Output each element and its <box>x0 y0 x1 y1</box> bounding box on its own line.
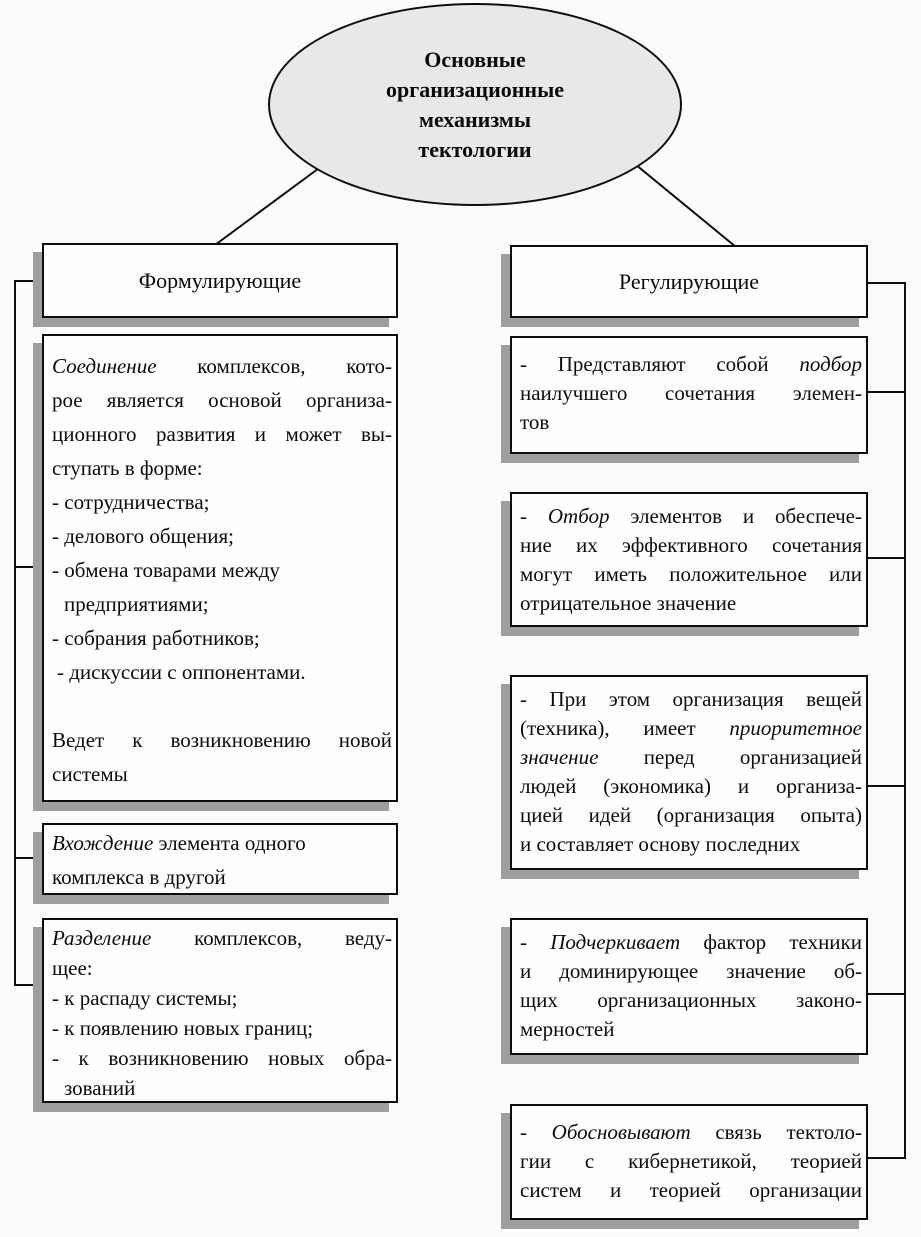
text-line: и доминирующее значение об- <box>520 959 862 983</box>
box-razdelenie <box>42 918 398 1103</box>
text-line: - Представляют собой подбор <box>520 352 862 376</box>
root-node-ellipse <box>268 3 682 206</box>
right-bracket-branch-box1 <box>867 391 906 393</box>
text-line: Разделение комплексов, веду- <box>52 926 392 950</box>
text-line: значение перед организацией <box>520 745 862 769</box>
text-line: систем и теорией организации <box>520 1178 862 1202</box>
text-line: щих организационных законо- <box>520 988 862 1012</box>
text-line: - обмена товарами между <box>52 558 280 582</box>
root-title-line: тектологии <box>418 136 532 162</box>
text-line: - собрания работников; <box>52 626 260 650</box>
text-line: - к появлению новых границ; <box>52 1016 314 1040</box>
text-line: зований <box>64 1076 136 1100</box>
text-line: могут иметь положительное или <box>520 562 862 586</box>
header-box-regulating: Регулирующие <box>510 245 868 318</box>
left-bracket-branch-box3 <box>14 984 44 986</box>
root-title-line: организационные <box>385 76 565 102</box>
right-bracket-vertical-line <box>904 282 906 1159</box>
text-line: рое является основой организа- <box>52 388 392 412</box>
text-line: щее: <box>52 956 93 980</box>
text-line: наилучшего сочетания элемен- <box>520 381 862 405</box>
text-line: и составляет основу последних <box>520 832 801 856</box>
box-faktor-tekhniki <box>510 918 868 1055</box>
text-line: - дискуссии с оппонентами. <box>57 660 306 684</box>
text-line: комплекса в другой <box>52 865 226 889</box>
right-bracket-branch-box3 <box>867 785 906 787</box>
root-title-line: механизмы <box>418 106 532 132</box>
right-bracket-branch-box4 <box>867 993 906 995</box>
text-line: системы <box>52 762 128 786</box>
text-line: Соединение комплексов, кото- <box>52 354 392 378</box>
box-podbor <box>510 336 868 454</box>
right-bracket-branch-box2 <box>867 557 906 559</box>
text-line: отрицательное значение <box>520 591 737 615</box>
box-svyaz-tektologii <box>510 1104 868 1220</box>
text-line: Вхождение элемента одного <box>52 831 306 855</box>
text-line: ступать в форме: <box>52 456 203 480</box>
left-bracket-branch-box2 <box>14 857 44 859</box>
text-line: людей (экономика) и организа- <box>520 774 862 798</box>
left-bracket-branch-box1 <box>14 566 44 568</box>
box-soedinenie <box>42 334 398 802</box>
box-prioritet <box>510 675 868 870</box>
text-line: - к распаду системы; <box>52 986 238 1010</box>
text-line: предприятиями; <box>64 592 209 616</box>
text-line: ние их эффективного сочетания <box>520 533 862 557</box>
text-line: (техника), имеет приоритетное <box>520 716 862 740</box>
text-line: - сотрудничества; <box>52 490 210 514</box>
text-line: - делового общения; <box>52 524 234 548</box>
text-line: - При этом организация вещей <box>520 687 862 711</box>
right-bracket-branch-header <box>867 282 906 284</box>
text-line: - Отбор элементов и обеспече- <box>520 504 862 528</box>
header-box-formulating: Формулирующие <box>42 243 398 318</box>
text-line: цией идей (организация опыта) <box>520 803 862 827</box>
text-line: гии с кибернетикой, теорией <box>520 1149 862 1173</box>
text-line <box>52 689 392 723</box>
right-bracket-branch-box5 <box>867 1157 906 1159</box>
text-line: мерностей <box>520 1017 615 1041</box>
text-line: - Обосновывают связь тектоло- <box>520 1120 863 1144</box>
text-line: Ведет к возникновению новой <box>52 728 392 752</box>
box-otbor <box>510 492 868 627</box>
left-bracket-vertical-line <box>14 280 16 986</box>
text-line: ционного развития и может вы- <box>52 422 392 446</box>
root-title-line: Основные <box>424 46 526 72</box>
text-line: - Подчеркивает фактор техники <box>520 930 862 954</box>
text-line: тов <box>520 410 550 434</box>
left-bracket-branch-header <box>14 280 44 282</box>
box-vkhozhdenie <box>42 823 398 895</box>
text-line: - к возникновению новых обра- <box>52 1046 392 1070</box>
